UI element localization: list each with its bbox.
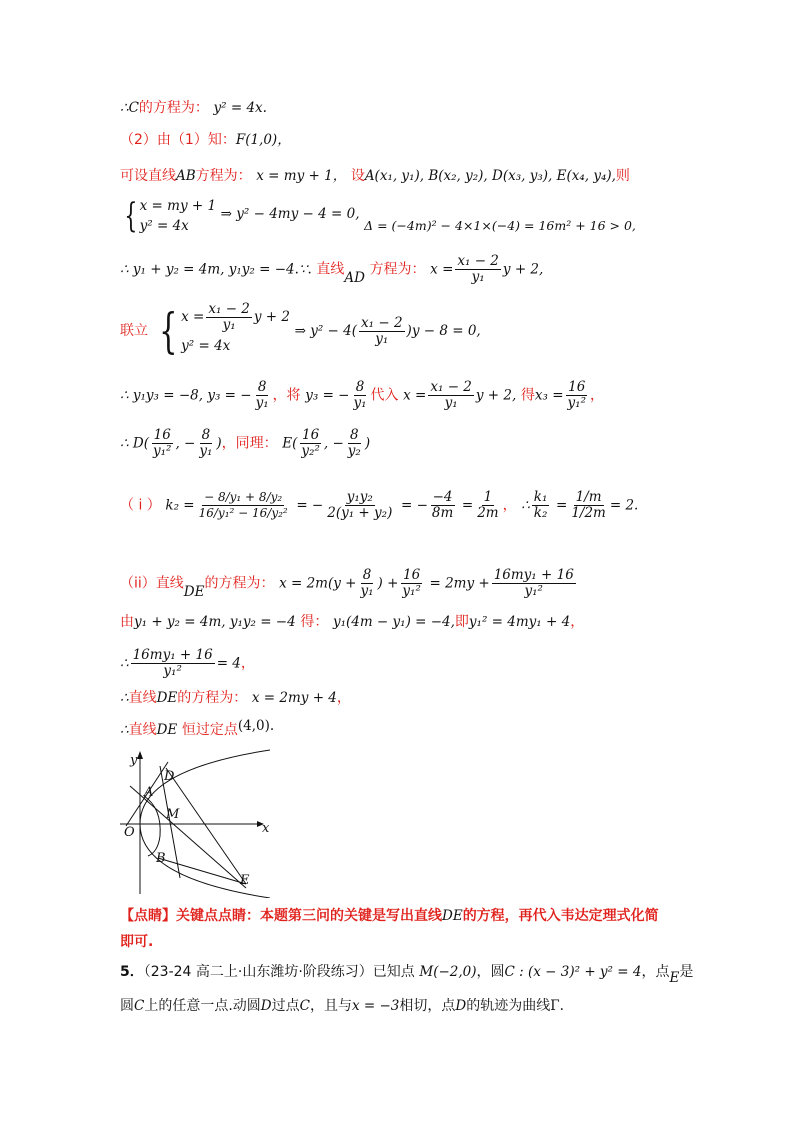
frac-num: 8 [201, 427, 211, 443]
text-similarly: ，同理： [221, 435, 278, 452]
problem-5-line-1 [120, 962, 694, 986]
frac-num: x₁ − 2 [457, 253, 499, 269]
math-c: C [134, 998, 145, 1014]
dianjing-line-1 [120, 906, 659, 926]
text-equation: 的方程为： [204, 575, 275, 592]
text-get: 得 [520, 387, 535, 404]
text-part2: （2）由（1）知： [120, 132, 236, 148]
line-ae [130, 786, 246, 888]
frac-den: y₁ [222, 317, 236, 333]
text-comma: ， [570, 614, 585, 630]
math-eq: y₁² = 4my₁ + 4 [468, 614, 571, 630]
math-gamma: Γ. [550, 998, 564, 1014]
math-therefore: ∴ [521, 497, 530, 514]
math-tail: y + 2 [253, 309, 291, 325]
line-8 [120, 428, 370, 459]
text: ，点 [641, 964, 670, 980]
text-comma: ， [336, 690, 351, 706]
line-14 [120, 720, 274, 740]
frac [569, 490, 608, 521]
frac-num: 16 [153, 427, 171, 443]
line-4 [120, 196, 636, 236]
math-k2: k₂ = [165, 497, 195, 514]
text-equation: 的方程为： [177, 690, 248, 706]
line-be [158, 858, 246, 884]
frac [131, 648, 215, 679]
y-axis-arrow [137, 751, 143, 759]
frac-den: y₁ [375, 330, 389, 347]
brace: { [124, 196, 138, 236]
math-parabola: y² = 4x. [213, 100, 267, 116]
math-tail: y + 2, [502, 261, 544, 278]
math-ab: AB [176, 168, 196, 184]
frac [352, 380, 369, 411]
math-d: ∴ D( [120, 435, 149, 452]
frac-num: −4 [432, 489, 453, 505]
line-13 [120, 688, 351, 708]
frac-num: 1 [483, 489, 493, 505]
frac [325, 490, 394, 521]
frac [206, 302, 252, 333]
math-quadratic: ⇒ y² − 4my − 4 = 0, [220, 206, 360, 222]
frac-ad-slope [455, 254, 501, 285]
math-fixed-point: (4,0). [237, 718, 275, 734]
frac-num: 16 [568, 379, 586, 395]
label-m: M [166, 807, 180, 822]
label-b: B [156, 851, 166, 866]
math-close: ) [364, 435, 371, 452]
frac-den: y₁² [163, 663, 182, 679]
frac-den: y₁² [524, 583, 543, 599]
text: 已知点 [372, 964, 415, 980]
math-discriminant: Δ = (−4m)² − 4×1×(−4) = 16m² + 16 > 0, [364, 218, 636, 233]
dianjing-text: 即可. [120, 934, 154, 950]
text-equation: 方程为： [369, 261, 426, 278]
frac-den: y₁² [402, 583, 421, 599]
math-result: = 2. [609, 497, 639, 514]
sys2-eq2: y² = 4x [181, 338, 231, 354]
frac [566, 380, 588, 411]
frac-num: 8 [349, 427, 359, 443]
text-fixed-point: 恒过定点 [181, 722, 238, 738]
frac-den: y₁ [360, 583, 374, 599]
math-ad: AD [344, 269, 365, 286]
frac [359, 316, 405, 347]
system-2 [181, 302, 290, 359]
text: 相切，点 [399, 998, 456, 1014]
frac-den: k₂ [533, 505, 548, 521]
frac [400, 568, 422, 599]
label-o: O [124, 825, 135, 840]
line-12 [120, 648, 255, 679]
math-therefore: ∴ [120, 690, 129, 706]
frac [358, 568, 375, 599]
math-sep: , − [323, 435, 344, 452]
frac [151, 428, 173, 459]
text-get: 得： [300, 614, 329, 630]
line-1 [120, 98, 267, 118]
math-vieta: ∴ y₁ + y₂ = 4m, y₁y₂ = −4.∵. [120, 261, 312, 278]
frac-den: y₂² [301, 443, 320, 459]
math-sep: , − [175, 435, 196, 452]
math-point-m: M(−2,0) [419, 964, 477, 980]
problem-5-line-2 [120, 996, 564, 1016]
math-eq: = 4 [216, 655, 241, 672]
line-11 [120, 612, 584, 632]
math-c: C [299, 998, 310, 1014]
math-x-eq: x = [430, 261, 454, 278]
math-e: E [669, 970, 680, 986]
math-x3: x₃ = [534, 387, 564, 404]
line-7 [120, 380, 604, 411]
frac-num: − 8/y₁ + 8/y₂ [204, 490, 283, 504]
problem-number: 5． [120, 964, 144, 980]
sys1-eq1: x = my + 1 [139, 198, 217, 214]
math-part: ⇒ y² − 4( [294, 322, 358, 339]
math-de: DE [156, 690, 178, 706]
problem-source: （23-24 高二上·山东潍坊·阶段练习） [143, 964, 373, 980]
label-x: x [262, 821, 270, 836]
text-simultaneous: 联立 [120, 322, 148, 339]
dianjing-label: 【点睛】 [120, 908, 176, 924]
frac-num: x₁ − 2 [361, 314, 403, 331]
frac-num: 16my₁ + 16 [132, 647, 213, 663]
math-line-ab: x = my + 1， [256, 168, 347, 184]
frac-den: y₁ [255, 395, 269, 411]
math-substituted [294, 314, 481, 347]
frac-num: 8 [362, 567, 372, 583]
math-eq: = [556, 497, 568, 514]
math-e: E( [282, 435, 298, 452]
frac-den: y₁ [353, 395, 367, 411]
frac-den: y₁² [152, 443, 172, 459]
text-line: 直线 [128, 722, 157, 738]
text: 圆 [120, 998, 134, 1014]
dianjing-line-2 [120, 932, 153, 952]
math-de: DE [183, 583, 205, 600]
math-close: ) [216, 435, 222, 452]
math-x: x = [403, 387, 427, 404]
frac-num: x₁ − 2 [430, 379, 472, 395]
frac-num: 16 [403, 567, 421, 583]
frac [346, 428, 363, 459]
math-y3: ∴ y₁y₃ = −8, y₃ = − [120, 387, 252, 404]
frac [428, 380, 474, 411]
line-9 [120, 490, 638, 521]
frac-den: 1/2m [571, 505, 606, 521]
math-part: )y − 8 = 0, [406, 322, 481, 339]
label-d: D [164, 769, 175, 784]
frac-num: 16 [302, 427, 320, 443]
math-part: ) + [377, 575, 399, 592]
text-namely: 即 [454, 614, 469, 630]
math-eq: = − [296, 497, 324, 514]
math-d: D [260, 998, 272, 1014]
frac [430, 490, 455, 521]
frac-den: 8m [431, 505, 454, 521]
text-then: 则 [615, 168, 630, 184]
label-y: y [130, 753, 138, 768]
text-equation-of: 的方程为： [138, 100, 209, 116]
text-equation: 方程为： [195, 168, 252, 184]
text: 过点 [271, 998, 300, 1014]
math-points: A(x₁, y₁), B(x₂, y₂), D(x₃, y₃), E(x₄, y₄), [364, 168, 616, 184]
text-line: 直线 [128, 690, 157, 706]
text-substitute: ，将 [272, 387, 301, 404]
frac-den: 16/y₁² − 16/y₂² [198, 506, 288, 520]
text: ，且与 [309, 998, 352, 1014]
math-de: DE [156, 722, 178, 738]
frac [299, 428, 321, 459]
frac [475, 490, 500, 521]
frac-num: y₁y₂ [346, 489, 373, 505]
label-e: E [240, 873, 250, 888]
text: ，圆 [476, 964, 505, 980]
line-2 [120, 130, 291, 150]
line-10 [120, 568, 578, 599]
math-eq: = [461, 497, 474, 514]
text-comma: ， [502, 497, 517, 514]
dianjing-text: 的方程，再代入韦达定理式化简 [462, 908, 659, 924]
line-5 [120, 254, 543, 285]
text-into: 代入 [370, 387, 399, 404]
system-1 [140, 196, 216, 236]
sys1-eq2: y² = 4x [139, 218, 189, 234]
text-let-line: 可设直线 [120, 168, 176, 184]
frac-den: y₁² [567, 395, 586, 411]
frac [532, 490, 550, 521]
geometry-figure [118, 748, 270, 898]
frac [197, 428, 214, 459]
math-therefore: ∴ [120, 722, 129, 738]
frac-den: 2(y₁ + y₂) [327, 505, 393, 521]
text-comma: ， [590, 387, 604, 404]
label-a: A [144, 785, 154, 800]
frac-den: y₁ [471, 269, 485, 285]
math-y3b: y₃ = − [305, 387, 350, 404]
math-focus: F(1,0)， [235, 132, 291, 148]
frac-num: x₁ − 2 [208, 301, 250, 317]
sys2-eq1 [181, 302, 290, 333]
dianjing-text: 关键点点睛：本题第三问的关键是写出直线 [176, 908, 442, 924]
frac-num: 1/m [575, 489, 602, 505]
math-d: D [455, 998, 467, 1014]
text-comma: ， [240, 655, 255, 672]
math-circle-c: C : (x − 3)² + y² = 4 [504, 964, 642, 980]
text: 的轨迹为曲线 [466, 998, 551, 1014]
frac-den: y₁ [199, 443, 213, 459]
text: 是 [679, 964, 694, 980]
math-part: = 2my + [429, 575, 490, 592]
math-de: DE [442, 908, 463, 924]
math-eq: = − [400, 497, 428, 514]
math-tail: y + 2, [475, 387, 517, 404]
brace: { [158, 302, 178, 359]
text-part-ii: （ii）直线 [120, 575, 184, 592]
math-tangent-line: x = −3 [351, 998, 400, 1014]
text-set: 设 [350, 168, 365, 184]
text-from: 由 [120, 614, 134, 630]
line-6 [120, 302, 481, 359]
frac [254, 380, 271, 411]
math-vieta: y₁ + y₂ = 4m, y₁y₂ = −4 [134, 614, 296, 630]
frac-den: 2m [477, 505, 499, 521]
frac-num: 16my₁ + 16 [493, 567, 574, 583]
math-therefore-c: ∴C [120, 100, 139, 116]
frac-den: y₂ [347, 443, 361, 459]
frac-num: k₁ [533, 489, 548, 505]
frac [492, 568, 576, 599]
line-3 [120, 166, 630, 186]
frac-num: 8 [257, 379, 267, 395]
frac-num: 8 [355, 379, 365, 395]
frac-den: y₁ [444, 395, 458, 411]
math-eq: y₁(4m − y₁) = −4, [332, 614, 455, 630]
text-part-i: （ i ） [120, 497, 161, 514]
math-therefore: ∴ [120, 655, 129, 672]
math-de-eq: x = 2my + 4 [251, 690, 337, 706]
text-line: 直线 [316, 261, 345, 278]
frac-complex-k2 [197, 490, 290, 521]
text: 上的任意一点.动圆 [144, 998, 261, 1014]
math-x-eq: x = [181, 309, 205, 325]
math-part: x = 2m(y + [279, 575, 357, 592]
